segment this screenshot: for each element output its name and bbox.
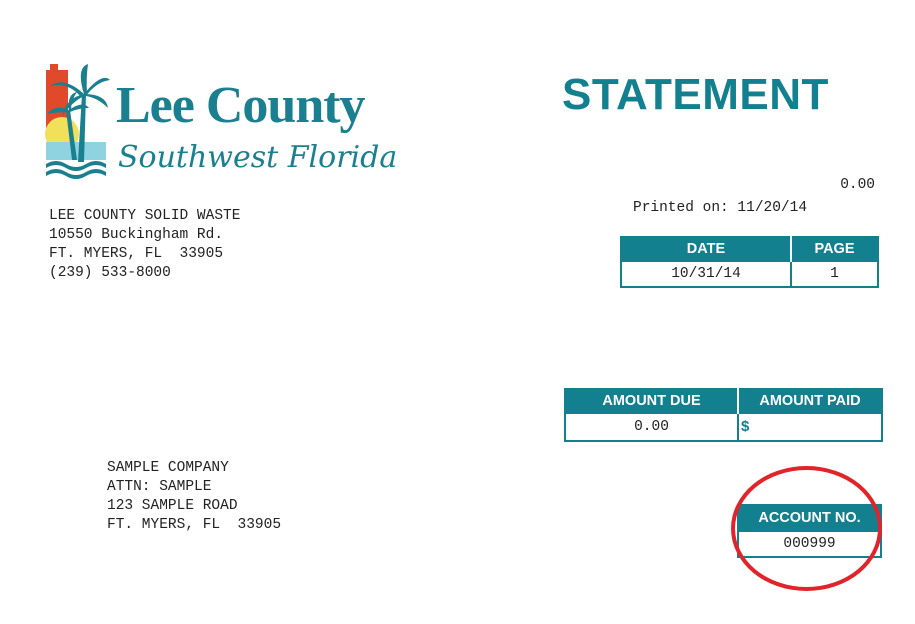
dollar-sign: $ bbox=[741, 418, 750, 435]
top-amount: 0.00 bbox=[840, 177, 875, 193]
sender-address bbox=[49, 207, 240, 283]
recipient-line: FT. MYERS, FL 33905 bbox=[107, 517, 282, 533]
recipient-line: 123 SAMPLE ROAD bbox=[107, 498, 238, 514]
recipient-line: ATTN: SAMPLE bbox=[107, 479, 212, 495]
printed-on: Printed on: 11/20/14 bbox=[633, 200, 808, 216]
sender-line: (239) 533-8000 bbox=[49, 265, 171, 281]
page-title: STATEMENT bbox=[562, 70, 829, 119]
amount-due-header: AMOUNT DUE bbox=[565, 389, 738, 413]
sender-line: LEE COUNTY SOLID WASTE bbox=[49, 208, 241, 224]
highlight-circle bbox=[731, 466, 882, 591]
page-header: PAGE bbox=[791, 237, 878, 261]
date-header: DATE bbox=[621, 237, 791, 261]
sender-line: FT. MYERS, FL 33905 bbox=[49, 246, 224, 262]
recipient-address bbox=[107, 459, 281, 535]
page-value: 1 bbox=[791, 261, 878, 287]
account-header: ACCOUNT NO. bbox=[738, 505, 881, 531]
sender-line: 10550 Buckingham Rd. bbox=[49, 227, 224, 243]
amount-paid-field[interactable] bbox=[738, 413, 882, 441]
lee-county-logo bbox=[44, 64, 396, 180]
date-page-table bbox=[620, 236, 879, 288]
amount-due-value: 0.00 bbox=[565, 413, 738, 441]
amount-paid-header: AMOUNT PAID bbox=[738, 389, 882, 413]
logo-subtitle: Southwest Florida bbox=[118, 140, 398, 175]
date-value: 10/31/14 bbox=[621, 261, 791, 287]
palm-tree-sun-icon bbox=[44, 64, 110, 180]
account-value: 000999 bbox=[738, 531, 881, 557]
recipient-line: SAMPLE COMPANY bbox=[107, 460, 229, 476]
amount-table bbox=[564, 388, 883, 442]
logo-title: Lee County bbox=[116, 77, 365, 134]
